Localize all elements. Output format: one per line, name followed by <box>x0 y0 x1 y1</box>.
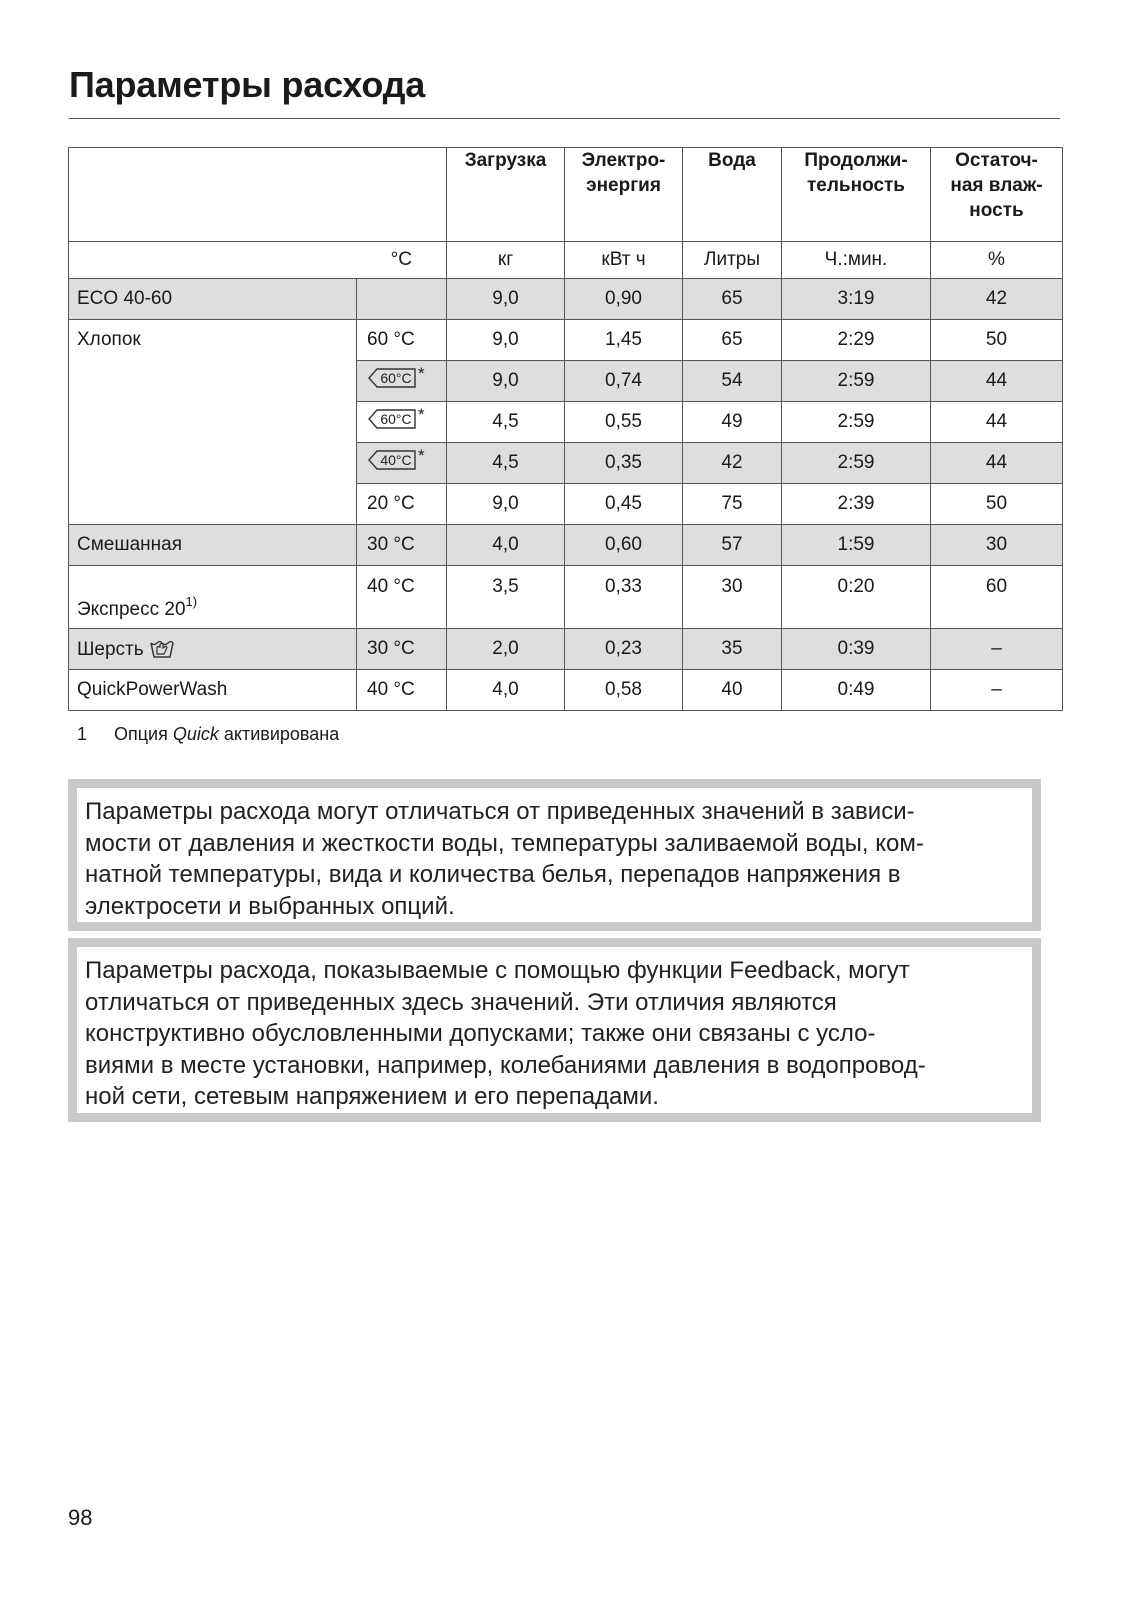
header-water: Вода <box>683 148 782 242</box>
unit-energy: кВт ч <box>565 242 683 279</box>
load-value: 4,0 <box>447 525 565 566</box>
duration-value: 2:29 <box>782 320 931 361</box>
title-divider <box>69 118 1060 119</box>
eco-temp-symbol-icon <box>367 364 425 389</box>
residual-value: 44 <box>931 443 1063 484</box>
program-name: Смешанная <box>69 525 357 566</box>
table-row <box>69 279 1063 320</box>
table-row <box>69 670 1063 711</box>
eco-temp-symbol-icon <box>367 405 425 430</box>
eco-temp-symbol-svg <box>367 367 417 389</box>
asterisk: * <box>418 446 425 465</box>
table-row <box>69 525 1063 566</box>
eco-temp-text: 40°C <box>380 452 412 468</box>
duration-value: 0:49 <box>782 670 931 711</box>
eco-temp-symbol-icon <box>367 446 425 471</box>
program-name: QuickPowerWash <box>69 670 357 711</box>
table-header-row <box>69 148 1063 242</box>
duration-value: 1:59 <box>782 525 931 566</box>
table-row <box>69 443 1063 484</box>
eco-temp-symbol-svg <box>367 408 417 430</box>
water-value: 35 <box>683 629 782 670</box>
residual-value: – <box>931 629 1063 670</box>
water-value: 42 <box>683 443 782 484</box>
eco-temp-text: 60°C <box>380 411 412 427</box>
energy-value: 0,90 <box>565 279 683 320</box>
header-load: Загрузка <box>447 148 565 242</box>
load-value: 2,0 <box>447 629 565 670</box>
program-temp: 60 °C <box>357 320 447 361</box>
energy-value: 0,60 <box>565 525 683 566</box>
water-value: 40 <box>683 670 782 711</box>
unit-residual: % <box>931 242 1063 279</box>
unit-temp: °C <box>357 242 447 279</box>
asterisk: * <box>418 364 425 383</box>
program-name <box>69 361 357 402</box>
load-value: 4,5 <box>447 402 565 443</box>
program-temp: 20 °C <box>357 484 447 525</box>
program-name <box>69 484 357 525</box>
page-title: Параметры расхода <box>69 64 426 105</box>
note-text: Параметры расхода могут отличаться от приведенных значений в зависи- мости от давления и жесткости воды, температуры заливаемой воды, ком- натной температуры, вида и количества белья, перепадов напряжения в электросети и выбранных опций. <box>85 798 924 920</box>
duration-value: 2:39 <box>782 484 931 525</box>
unit-duration: Ч.:мин. <box>782 242 931 279</box>
load-value: 9,0 <box>447 361 565 402</box>
duration-value: 0:20 <box>782 566 931 629</box>
table-row <box>69 484 1063 525</box>
energy-value: 0,33 <box>565 566 683 629</box>
energy-value: 0,23 <box>565 629 683 670</box>
note-text: Параметры расхода, показываемые с помощью функции Feedback, могут отличаться от приведенных здесь значений. Эти отличия являются конструктивно обусловленными допусками; также они связаны с усло- виями в месте установки, например, колебаниями давления в водопровод- ной сети, сетевым напряжением и его перепадами. <box>85 957 926 1110</box>
header-energy: Электро- энергия <box>565 148 683 242</box>
water-value: 30 <box>683 566 782 629</box>
table-row <box>69 566 1063 629</box>
program-name-text: Экспресс 20 <box>77 599 186 620</box>
program-name <box>69 566 357 629</box>
residual-value: 44 <box>931 402 1063 443</box>
program-temp: 40 °C <box>357 566 447 629</box>
unit-load: кг <box>447 242 565 279</box>
header-temp-cell <box>357 148 447 242</box>
water-value: 54 <box>683 361 782 402</box>
program-name <box>69 629 357 670</box>
footnote-number: 1 <box>77 724 88 744</box>
header-program-cell <box>69 148 357 242</box>
program-temp <box>357 279 447 320</box>
residual-value: 42 <box>931 279 1063 320</box>
energy-value: 0,74 <box>565 361 683 402</box>
residual-value: 60 <box>931 566 1063 629</box>
note-box-1 <box>68 779 1041 931</box>
table-row <box>69 361 1063 402</box>
program-temp <box>357 443 447 484</box>
water-value: 75 <box>683 484 782 525</box>
program-name <box>69 443 357 484</box>
energy-value: 0,55 <box>565 402 683 443</box>
water-value: 49 <box>683 402 782 443</box>
header-duration: Продолжи- тельность <box>782 148 931 242</box>
load-value: 9,0 <box>447 279 565 320</box>
unit-water: Литры <box>683 242 782 279</box>
water-value: 65 <box>683 320 782 361</box>
program-temp: 30 °C <box>357 629 447 670</box>
residual-value: 50 <box>931 320 1063 361</box>
table-row <box>69 402 1063 443</box>
residual-value: 30 <box>931 525 1063 566</box>
water-value: 57 <box>683 525 782 566</box>
program-name-text: Шерсть <box>77 639 144 660</box>
table-row <box>69 320 1063 361</box>
header-residual: Остаточ- ная влаж- ность <box>931 148 1063 242</box>
footnote-text-before: Опция <box>114 724 173 744</box>
eco-temp-symbol-svg <box>367 449 417 471</box>
program-temp <box>357 361 447 402</box>
load-value: 4,5 <box>447 443 565 484</box>
energy-value: 1,45 <box>565 320 683 361</box>
program-temp <box>357 402 447 443</box>
table-row <box>69 629 1063 670</box>
energy-value: 0,58 <box>565 670 683 711</box>
duration-value: 2:59 <box>782 402 931 443</box>
footnote-ref: 1) <box>185 594 198 609</box>
wool-handwash-icon <box>149 637 175 659</box>
program-name: Хлопок <box>69 320 357 361</box>
duration-value: 0:39 <box>782 629 931 670</box>
residual-value: 44 <box>931 361 1063 402</box>
consumption-table <box>68 147 1063 711</box>
water-value: 65 <box>683 279 782 320</box>
eco-temp-text: 60°C <box>380 370 412 386</box>
duration-value: 3:19 <box>782 279 931 320</box>
duration-value: 2:59 <box>782 443 931 484</box>
asterisk: * <box>418 405 425 424</box>
residual-value: – <box>931 670 1063 711</box>
energy-value: 0,35 <box>565 443 683 484</box>
energy-value: 0,45 <box>565 484 683 525</box>
duration-value: 2:59 <box>782 361 931 402</box>
load-value: 9,0 <box>447 320 565 361</box>
footnote-text-after: активирована <box>218 724 340 744</box>
note-box-2 <box>68 938 1041 1122</box>
residual-value: 50 <box>931 484 1063 525</box>
table-units-row <box>69 242 1063 279</box>
footnote-text-italic: Quick <box>172 724 219 744</box>
load-value: 9,0 <box>447 484 565 525</box>
program-name <box>69 402 357 443</box>
load-value: 3,5 <box>447 566 565 629</box>
load-value: 4,0 <box>447 670 565 711</box>
program-temp: 40 °C <box>357 670 447 711</box>
program-name: ECO 40-60 <box>69 279 357 320</box>
program-temp: 30 °C <box>357 525 447 566</box>
page-number: 98 <box>68 1505 93 1530</box>
footnote <box>77 724 339 745</box>
